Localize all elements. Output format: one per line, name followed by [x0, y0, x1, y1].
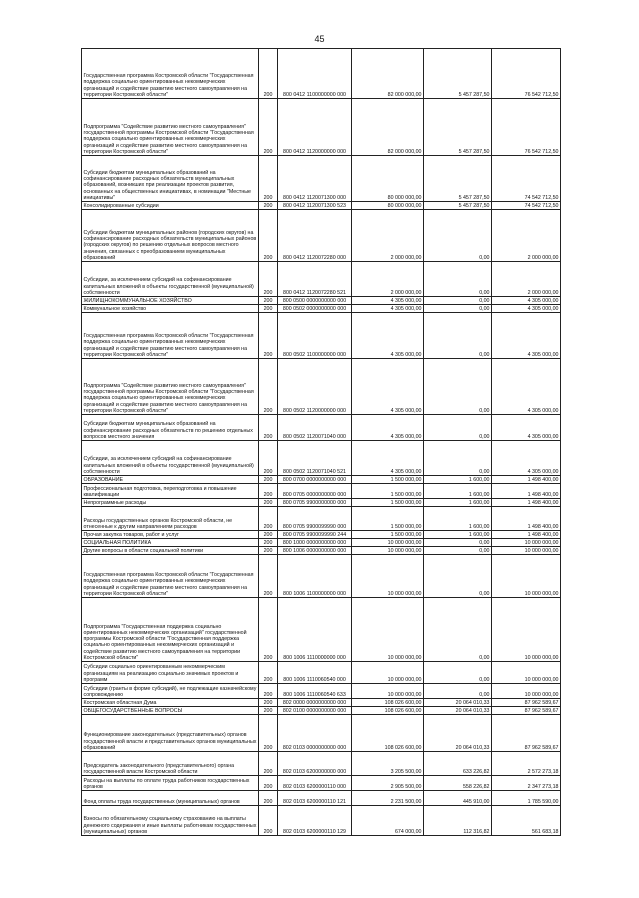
row-approved-cell: 1 500 000,00 [352, 499, 424, 507]
table-row [82, 49, 561, 99]
row-name-cell: Другие вопросы в области социальной политики [82, 547, 259, 555]
row-approved-cell: 10 000 000,00 [352, 555, 424, 598]
row-code-cell: 200 [259, 99, 278, 156]
row-code-cell: 200 [259, 699, 278, 707]
row-name-cell: Консолидированные субсидии [82, 202, 259, 210]
row-approved-cell: 10 000 000,00 [352, 662, 424, 684]
row-approved-cell: 4 305 000,00 [352, 359, 424, 415]
row-kbk-cell: 800 0412 1120072280 521 [278, 262, 352, 297]
row-kbk-cell: 800 1006 0000000000 000 [278, 547, 352, 555]
row-remaining-cell: 4 305 000,00 [492, 359, 561, 415]
row-approved-cell: 10 000 000,00 [352, 684, 424, 699]
row-kbk-cell: 800 0412 1120000000 000 [278, 99, 352, 156]
row-kbk-cell: 800 1006 1110060540 000 [278, 662, 352, 684]
row-remaining-cell: 1 785 590,00 [492, 791, 561, 806]
row-kbk-cell: 800 0705 9900000000 000 [278, 499, 352, 507]
row-code-cell: 200 [259, 539, 278, 547]
row-executed-cell: 0,00 [424, 359, 492, 415]
row-executed-cell: 0,00 [424, 539, 492, 547]
row-remaining-cell: 76 542 712,50 [492, 49, 561, 99]
table-row [82, 441, 561, 476]
row-code-cell: 200 [259, 598, 278, 662]
row-kbk-cell: 800 1006 1110060540 633 [278, 684, 352, 699]
row-kbk-cell: 800 1006 1110000000 000 [278, 598, 352, 662]
row-remaining-cell: 10 000 000,00 [492, 547, 561, 555]
row-approved-cell: 82 000 000,00 [352, 49, 424, 99]
row-code-cell: 200 [259, 415, 278, 441]
row-executed-cell: 1 600,00 [424, 507, 492, 531]
row-kbk-cell: 800 0705 9900099990 244 [278, 531, 352, 539]
row-remaining-cell: 10 000 000,00 [492, 684, 561, 699]
row-name-cell: Председатель законодательного (представительного) органа государственной власти Костромской области [82, 752, 259, 776]
row-name-cell: Субсидии, за исключением субсидий на софинансирование капитальных вложений в объекты государственной (муниципальной) собственности [82, 262, 259, 297]
row-code-cell: 200 [259, 684, 278, 699]
row-approved-cell: 80 000 000,00 [352, 156, 424, 202]
row-code-cell: 200 [259, 662, 278, 684]
row-name-cell: Субсидии (гранты в форме субсидий), не подлежащие казначейскому сопровождению [82, 684, 259, 699]
row-name-cell: Фонд оплаты труда государственных (муниципальных) органов [82, 791, 259, 806]
row-remaining-cell: 10 000 000,00 [492, 539, 561, 547]
row-approved-cell: 80 000 000,00 [352, 202, 424, 210]
table-row [82, 305, 561, 313]
table-row [82, 715, 561, 752]
row-kbk-cell: 802 0100 0000000000 000 [278, 707, 352, 715]
row-kbk-cell: 800 0502 1120071040 521 [278, 441, 352, 476]
table-row [82, 297, 561, 305]
table-row [82, 499, 561, 507]
row-kbk-cell: 800 0412 1120071300 000 [278, 156, 352, 202]
row-name-cell: Прочая закупка товаров, работ и услуг [82, 531, 259, 539]
table-row [82, 547, 561, 555]
row-kbk-cell: 802 0103 6200000000 000 [278, 752, 352, 776]
row-remaining-cell: 2 000 000,00 [492, 210, 561, 262]
table-row [82, 776, 561, 791]
row-remaining-cell: 74 542 712,50 [492, 202, 561, 210]
row-approved-cell: 4 305 000,00 [352, 305, 424, 313]
row-name-cell: Коммунальное хозяйство [82, 305, 259, 313]
row-executed-cell: 445 910,00 [424, 791, 492, 806]
row-code-cell: 200 [259, 806, 278, 836]
row-code-cell: 200 [259, 297, 278, 305]
row-code-cell: 200 [259, 715, 278, 752]
row-approved-cell: 1 500 000,00 [352, 507, 424, 531]
table-row [82, 99, 561, 156]
row-remaining-cell: 87 962 589,67 [492, 707, 561, 715]
table-row [82, 684, 561, 699]
row-executed-cell: 1 600,00 [424, 499, 492, 507]
row-remaining-cell: 10 000 000,00 [492, 598, 561, 662]
row-kbk-cell: 802 0103 6200000110 129 [278, 806, 352, 836]
row-approved-cell: 10 000 000,00 [352, 547, 424, 555]
row-remaining-cell: 4 305 000,00 [492, 305, 561, 313]
row-name-cell: Подпрограмма "Содействие развитию местного самоуправления" государственной программы Костромской области "Государственная поддержка социально ориентированных некоммерческих организаций и содействие развитию местного самоуправления на территории Костромской области" [82, 359, 259, 415]
row-approved-cell: 1 500 000,00 [352, 531, 424, 539]
row-code-cell: 200 [259, 791, 278, 806]
row-approved-cell: 10 000 000,00 [352, 539, 424, 547]
table-row [82, 707, 561, 715]
row-code-cell: 200 [259, 156, 278, 202]
row-approved-cell: 4 305 000,00 [352, 313, 424, 359]
row-approved-cell: 4 305 000,00 [352, 415, 424, 441]
row-executed-cell: 0,00 [424, 598, 492, 662]
row-approved-cell: 4 305 000,00 [352, 297, 424, 305]
row-kbk-cell: 800 1006 1100000000 000 [278, 555, 352, 598]
row-executed-cell: 1 600,00 [424, 476, 492, 484]
row-executed-cell: 112 316,82 [424, 806, 492, 836]
row-name-cell: Субсидии, за исключением субсидий на софинансирование капитальных вложений в объекты государственной (муниципальной) собственности [82, 441, 259, 476]
table-row [82, 262, 561, 297]
row-remaining-cell: 10 000 000,00 [492, 662, 561, 684]
table-row [82, 313, 561, 359]
row-name-cell: Государственная программа Костромской области "Государственная поддержка социально ориентированных некоммерческих организаций и содействие развитию местного самоуправления на территории Костромской области" [82, 555, 259, 598]
table-row [82, 539, 561, 547]
row-name-cell: Подпрограмма "Содействие развитию местного самоуправления" государственной программы Костромской области "Государственная поддержка социально ориентированных некоммерческих организаций и содействие развитию местного самоуправления на территории Костромской области" [82, 99, 259, 156]
table-row [82, 531, 561, 539]
row-executed-cell: 0,00 [424, 441, 492, 476]
budget-table [81, 48, 561, 836]
table-row [82, 555, 561, 598]
row-remaining-cell: 1 498 400,00 [492, 507, 561, 531]
row-executed-cell: 5 457 287,50 [424, 202, 492, 210]
row-name-cell: Костромская областная Дума [82, 699, 259, 707]
row-kbk-cell: 800 0502 1120071040 000 [278, 415, 352, 441]
row-executed-cell: 1 600,00 [424, 484, 492, 499]
row-name-cell: ОБЩЕГОСУДАРСТВЕННЫЕ ВОПРОСЫ [82, 707, 259, 715]
row-remaining-cell: 76 542 712,50 [492, 99, 561, 156]
row-remaining-cell: 1 498 400,00 [492, 531, 561, 539]
row-name-cell: Государственная программа Костромской области "Государственная поддержка социально ориентированных некоммерческих организаций и содействие развитию местного самоуправления на территории Костромской области" [82, 313, 259, 359]
row-remaining-cell: 2 000 000,00 [492, 262, 561, 297]
row-name-cell: ОБРАЗОВАНИЕ [82, 476, 259, 484]
row-remaining-cell: 4 305 000,00 [492, 297, 561, 305]
row-approved-cell: 108 026 600,00 [352, 707, 424, 715]
row-code-cell: 200 [259, 359, 278, 415]
row-name-cell: Взносы по обязательному социальному страхованию на выплаты денежного содержания и иные выплаты работникам государственных (муниципальных) органов [82, 806, 259, 836]
table-row [82, 507, 561, 531]
row-executed-cell: 5 457 287,50 [424, 99, 492, 156]
row-name-cell: Субсидии социально ориентированным некоммерческим организациям на реализацию социально значимых проектов и программ [82, 662, 259, 684]
row-executed-cell: 0,00 [424, 297, 492, 305]
row-remaining-cell: 4 305 000,00 [492, 415, 561, 441]
row-name-cell: Расходы государственных органов Костромской области, не отнесенные к другим направлениям расходов [82, 507, 259, 531]
row-kbk-cell: 800 0502 1100000000 000 [278, 313, 352, 359]
row-executed-cell: 0,00 [424, 262, 492, 297]
row-remaining-cell: 1 498 400,00 [492, 484, 561, 499]
row-kbk-cell: 800 0502 0000000000 000 [278, 305, 352, 313]
row-executed-cell: 0,00 [424, 684, 492, 699]
row-executed-cell: 0,00 [424, 313, 492, 359]
row-approved-cell: 2 000 000,00 [352, 262, 424, 297]
row-kbk-cell: 800 0500 0000000000 000 [278, 297, 352, 305]
row-approved-cell: 3 205 500,00 [352, 752, 424, 776]
row-name-cell: Профессиональная подготовка, переподготовка и повышение квалификации [82, 484, 259, 499]
table-row [82, 752, 561, 776]
row-approved-cell: 82 000 000,00 [352, 99, 424, 156]
row-code-cell: 200 [259, 441, 278, 476]
table-row [82, 202, 561, 210]
row-code-cell: 200 [259, 313, 278, 359]
row-approved-cell: 108 026 600,00 [352, 715, 424, 752]
row-kbk-cell: 800 0412 1120071300 523 [278, 202, 352, 210]
row-executed-cell: 0,00 [424, 305, 492, 313]
row-kbk-cell: 802 0103 0000000000 000 [278, 715, 352, 752]
row-code-cell: 200 [259, 484, 278, 499]
row-executed-cell: 0,00 [424, 547, 492, 555]
row-remaining-cell: 87 962 589,67 [492, 715, 561, 752]
row-executed-cell: 0,00 [424, 555, 492, 598]
row-code-cell: 200 [259, 262, 278, 297]
row-approved-cell: 2 231 500,00 [352, 791, 424, 806]
row-approved-cell: 4 305 000,00 [352, 441, 424, 476]
row-executed-cell: 5 457 287,50 [424, 156, 492, 202]
row-code-cell: 200 [259, 555, 278, 598]
table-row [82, 598, 561, 662]
row-code-cell: 200 [259, 476, 278, 484]
row-code-cell: 200 [259, 776, 278, 791]
table-row [82, 791, 561, 806]
row-code-cell: 200 [259, 210, 278, 262]
row-code-cell: 200 [259, 752, 278, 776]
table-row [82, 806, 561, 836]
row-remaining-cell: 2 572 273,18 [492, 752, 561, 776]
row-executed-cell: 20 064 010,33 [424, 707, 492, 715]
row-executed-cell: 5 457 287,50 [424, 49, 492, 99]
row-executed-cell: 558 226,82 [424, 776, 492, 791]
row-remaining-cell: 2 347 273,18 [492, 776, 561, 791]
row-kbk-cell: 802 0103 6200000110 000 [278, 776, 352, 791]
row-approved-cell: 2 905 500,00 [352, 776, 424, 791]
row-code-cell: 200 [259, 305, 278, 313]
row-remaining-cell: 87 962 589,67 [492, 699, 561, 707]
row-name-cell: Функционирование законодательных (представительных) органов государственной власти и представительных органов муниципальных образований [82, 715, 259, 752]
row-remaining-cell: 4 305 000,00 [492, 313, 561, 359]
row-remaining-cell: 4 305 000,00 [492, 441, 561, 476]
table-row [82, 662, 561, 684]
row-kbk-cell: 800 0700 0000000000 000 [278, 476, 352, 484]
row-name-cell: Субсидии бюджетам муниципальных образований на софинансирование расходных обязательств муниципальных образований, возникших при реализации проектов развития, основанных на общественных инициативах, в номинации "Местные инициативы" [82, 156, 259, 202]
table-row [82, 476, 561, 484]
row-name-cell: Непрограммные расходы [82, 499, 259, 507]
row-kbk-cell: 800 0412 1100000000 000 [278, 49, 352, 99]
row-approved-cell: 1 500 000,00 [352, 484, 424, 499]
row-code-cell: 200 [259, 707, 278, 715]
row-executed-cell: 633 226,82 [424, 752, 492, 776]
row-executed-cell: 20 064 010,33 [424, 699, 492, 707]
row-kbk-cell: 800 0502 1120000000 000 [278, 359, 352, 415]
table-row [82, 156, 561, 202]
row-code-cell: 200 [259, 547, 278, 555]
row-executed-cell: 0,00 [424, 662, 492, 684]
row-kbk-cell: 802 0000 0000000000 000 [278, 699, 352, 707]
row-name-cell: Субсидии бюджетам муниципальных образований на софинансирование расходных обязательств по решению отдельных вопросов местного значения [82, 415, 259, 441]
row-kbk-cell: 800 1000 0000000000 000 [278, 539, 352, 547]
row-approved-cell: 108 026 600,00 [352, 699, 424, 707]
row-executed-cell: 20 064 010,33 [424, 715, 492, 752]
row-remaining-cell: 1 498 400,00 [492, 476, 561, 484]
row-kbk-cell: 800 0412 1120072280 000 [278, 210, 352, 262]
row-executed-cell: 0,00 [424, 210, 492, 262]
row-name-cell: ЖИЛИЩНОКОММУНАЛЬНОЕ ХОЗЯЙСТВО [82, 297, 259, 305]
row-executed-cell: 1 600,00 [424, 531, 492, 539]
row-name-cell: Подпрограмма "Государственная поддержка социально ориентированных некоммерческих организаций" государственной программы Костромской области "Государственная поддержка социально ориентированных некоммерческих организаций и содействие развитию местного самоуправления на территории Костромской области" [82, 598, 259, 662]
budget-table-body [82, 49, 561, 836]
row-kbk-cell: 802 0103 6200000110 121 [278, 791, 352, 806]
row-remaining-cell: 10 000 000,00 [492, 555, 561, 598]
row-code-cell: 200 [259, 49, 278, 99]
row-approved-cell: 674 000,00 [352, 806, 424, 836]
row-kbk-cell: 800 0705 9900099990 000 [278, 507, 352, 531]
row-remaining-cell: 1 498 400,00 [492, 499, 561, 507]
row-executed-cell: 0,00 [424, 415, 492, 441]
row-code-cell: 200 [259, 531, 278, 539]
row-code-cell: 200 [259, 507, 278, 531]
row-name-cell: Расходы на выплаты по оплате труда работников государственных органов [82, 776, 259, 791]
row-name-cell: Субсидии бюджетам муниципальных районов (городских округов) на софинансирование расходных обязательств муниципальных районов (городских округов) по решению отдельных вопросов местного значения, связанных с преобразованием муниципальных образований [82, 210, 259, 262]
table-row [82, 359, 561, 415]
table-row [82, 484, 561, 499]
table-row [82, 699, 561, 707]
table-row [82, 210, 561, 262]
row-name-cell: СОЦИАЛЬНАЯ ПОЛИТИКА [82, 539, 259, 547]
row-code-cell: 200 [259, 202, 278, 210]
row-code-cell: 200 [259, 499, 278, 507]
table-row [82, 415, 561, 441]
row-approved-cell: 10 000 000,00 [352, 598, 424, 662]
row-kbk-cell: 800 0705 0000000000 000 [278, 484, 352, 499]
row-name-cell: Государственная программа Костромской области "Государственная поддержка социально ориентированных некоммерческих организаций и содействие развитию местного самоуправления на территории Костромской области" [82, 49, 259, 99]
row-approved-cell: 1 500 000,00 [352, 476, 424, 484]
row-approved-cell: 2 000 000,00 [352, 210, 424, 262]
page-number: 45 [314, 34, 325, 44]
row-remaining-cell: 74 542 712,50 [492, 156, 561, 202]
row-remaining-cell: 561 683,18 [492, 806, 561, 836]
